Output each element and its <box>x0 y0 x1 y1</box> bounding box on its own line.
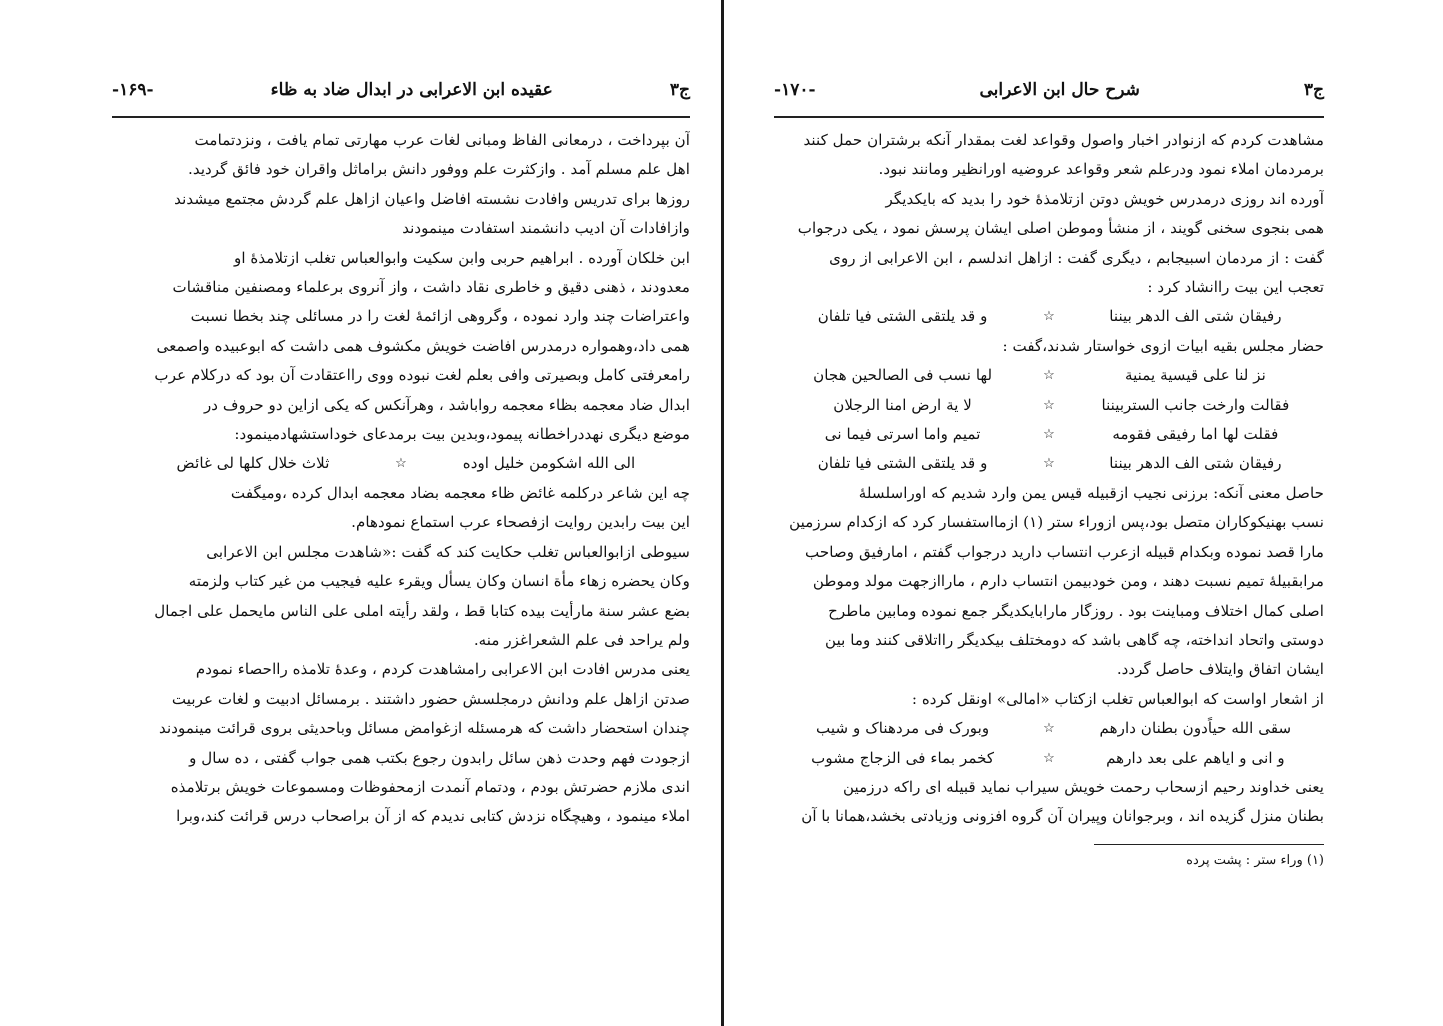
left-page-body <box>112 126 690 832</box>
text-line: موضع دیگری نهددراخطانه پیمود،وبدین بیت برمدعای خوداستشهادمینمود: <box>234 425 690 444</box>
text-line: ابدال ضاد معجمه بظاء معجمه رواباشد ، وهرآنکس که یکی ازاین دو حروف در <box>203 395 690 414</box>
text-line: اصلی کمال اختلاف ومباینت بود . روزگار مارابایکدیگر جمع نموده ومابین ماطرح <box>828 601 1324 620</box>
text-line: آن بپرداخت ، درمعانی الفاظ ومبانی لغات عرب مهارتی تمام یافت ، ونزدتمامت <box>194 131 690 149</box>
text-line: مارا قصد نموده وبکدام قبیله ازعرب انتساب دارید درجواب گفتم ، امارفیق وصاحب <box>804 542 1324 561</box>
text-line: رامعرفتی کامل وبصیرتی وافی بعلم لغت نبوده ووی رااعتقادت آن بود که درکلام عرب <box>154 366 690 385</box>
hemistich-second: تمیم واما اسرتی فیما نی <box>824 425 981 444</box>
hemistich-first: و انی و ایاهم علی بعد دارهم <box>1106 748 1285 767</box>
hemistich-first: نز لنا علی قیسیة یمنیة <box>1124 366 1266 385</box>
star-separator-icon: ☆ <box>1043 721 1055 737</box>
text-line: حاصل معنی آنکه: برزنی نجیب ازقبیله قیس یمن وارد شدیم که اوراسلسلهٔ <box>858 483 1324 502</box>
hemistich-second: لها نسب فی الصالحین هجان <box>813 366 993 385</box>
text-line: بضع عشر سنة مارأیت بیده کتابا قط ، ولقد رأیته املی علی الناس مایحمل علی اجمال <box>154 601 690 620</box>
text-line: واعتراضات چند وارد نموده ، وگروهی ازائمهٔ لغت را در مسائلی چند بخطا نسبت <box>190 307 690 326</box>
star-separator-icon: ☆ <box>1043 397 1055 413</box>
verse-line <box>774 449 1324 478</box>
hemistich-second: و قد یلتقی الشتی فیا تلفان <box>817 307 988 326</box>
hemistich-first: الی الله اشکومن خلیل اوده <box>462 454 636 473</box>
text-line: وکان یحضره زهاء مأة انسان وکان یسأل ویقرء علیه فیجیب من غیر کتاب ولزمته <box>188 572 690 591</box>
star-separator-icon: ☆ <box>1043 309 1055 325</box>
text-line: حضار مجلس بقیه ابیات ازوی خواستار شدند،گفت : <box>1002 336 1324 355</box>
text-line: یعنی خداوند رحیم ازسحاب رحمت خویش سیراب نماید قبیله ای راکه درزمین <box>842 777 1324 796</box>
text-line: اندی ملازم حضرتش بودم ، ودتمام آنمدت ازمحفوظات ومسموعات خویش برتلامذه <box>170 777 690 796</box>
text-line: نسب بهنیکوکاران متصل بود،پس ازوراء ستر (۱) ازمااستفسار کرد که ازکدام سرزمین <box>789 513 1324 532</box>
right-volume-label: ج۳ <box>1303 80 1324 100</box>
binding-gutter <box>721 0 724 1026</box>
verse-line <box>774 714 1324 743</box>
text-line: چندان استحضار داشت که هرمسئله ازغوامض مسائل وباحدیثی بروی قرائت مینمودند <box>159 719 690 738</box>
text-line: تعجب این بیت راانشاد کرد : <box>1147 278 1324 297</box>
text-line: همی بنجوی سخنی گویند ، از منشأ وموطن اصلی ایشان پرسش نمود ، یکی درجواب <box>797 219 1324 238</box>
left-header-rule <box>112 116 690 118</box>
verse-line <box>774 302 1324 331</box>
verse-line <box>112 449 690 478</box>
text-line: وازافادات آن ادیب دانشمند استفادت مینمودند <box>402 219 690 238</box>
hemistich-second: وبورک فی مردهناک و شیب <box>816 719 990 738</box>
verse-line <box>774 361 1324 390</box>
text-line: ابن خلکان آورده . ابراهیم حربی وابن سکیت وابوالعباس تغلب ازتلامذهٔ او <box>234 248 690 267</box>
hemistich-second: لا یة ارض امنا الرجلان <box>833 395 972 414</box>
text-line: ایشان اتفاق وایتلاف حاصل گردد. <box>1116 660 1324 679</box>
hemistich-first: رفیقان شتی الف الدهر بیننا <box>1109 454 1282 473</box>
text-line: روزها برای تدریس وافادت نشسته افاضل واعیان ازاهل علم گردش مجتمع میشدند <box>174 189 690 208</box>
hemistich-second: کخمر بماء فی الزجاج مشوب <box>811 748 995 767</box>
star-separator-icon: ☆ <box>1043 750 1055 766</box>
left-volume-label: ج۳ <box>669 80 690 100</box>
text-line: بطنان منزل گزیده اند ، وبرجوانان وپیران آن گروه افزونی وزیادتی بخشد،همانا با آن <box>801 807 1324 826</box>
text-line: چه این شاعر درکلمه غائض ظاء معجمه بضاد معجمه ابدال کرده ،ومیگفت <box>230 483 690 502</box>
text-line: سیوطی ازابوالعباس تغلب حکایت کند که گفت :«شاهدت مجلس ابن الاعرابی <box>206 542 690 561</box>
hemistich-second: و قد یلتقی الشتی فیا تلفان <box>817 454 988 473</box>
text-line: دوستی واتحاد انداخته، چه گاهی باشد که دومختلف بیکدیگر رااتلاقی کنند وما بین <box>825 630 1324 649</box>
verse-line <box>774 744 1324 773</box>
right-header-rule <box>774 116 1324 118</box>
star-separator-icon: ☆ <box>1043 456 1055 472</box>
right-page-body <box>774 126 1324 871</box>
text-line: آورده اند روزی درمدرس خویش دوتن ازتلامذهٔ خود را بدید که بایکدیگر <box>885 189 1324 208</box>
text-line: ولم یراحد فی علم الشعراغزر منه. <box>473 630 690 649</box>
text-line: گفت : از مردمان اسبیجابم ، دیگری گفت : ازاهل اندلسم ، ابن الاعرابی از روی <box>829 248 1324 267</box>
left-running-title: عقیده ابن الاعرابی در ابدال ضاد به ظاء <box>270 80 553 100</box>
text-line: برمردمان املاء نمود ودرعلم شعر وقواعد عروضیه اورانظیر ومانند نبود. <box>878 160 1324 179</box>
text-line: معدودند ، ذهنی دقیق و خاطری نقاد داشت ، واز آنروی برعلماء ومصنفین مناقشات <box>172 278 690 297</box>
footnote-rule <box>1094 844 1324 845</box>
hemistich-first: رفیقان شتی الف الدهر بیننا <box>1109 307 1282 326</box>
text-line: اهل علم مسلم آمد . وازکثرت علم ووفور دانش براماثل واقران خود فائق گردید. <box>188 160 690 179</box>
hemistich-first: فقلت لها اما رفیقی فقومه <box>1112 425 1279 444</box>
text-line: مشاهدت کردم که ازنوادر اخبار واصول وقواعد لغت بمقدار آنکه برشتران حمل کنند <box>803 131 1324 149</box>
left-page-header <box>112 80 690 112</box>
text-line: صدتن ازاهل علم ودانش درمجلسش حضور داشتند . برمسائل ادبیت و لغات عربیت <box>171 689 690 708</box>
hemistich-second: ثلاث خلال کلها لی غائض <box>176 454 330 473</box>
hemistich-first: فقالت وارخت جانب الستربیننا <box>1101 395 1290 414</box>
star-separator-icon: ☆ <box>1043 427 1055 443</box>
right-page-header <box>774 80 1324 112</box>
verse-line <box>774 391 1324 420</box>
right-running-title: شرح حال ابن الاعرابی <box>979 80 1140 100</box>
text-line: املاء مینمود ، وهیچگاه نزدش کتابی ندیدم که از آن براصحاب درس قرائت کند،وبرا <box>176 807 690 826</box>
text-line: مرابقبیلهٔ تمیم نسبت دهند ، ومن خودبیمن انتساب دارم ، ماراازجهت مولد وموطن <box>812 572 1324 591</box>
text-line: همی داد،وهمواره درمدرس افاضت خویش مکشوف همی داشت که ابوعبیده واصمعی <box>156 336 690 355</box>
right-page-number: -۱۷۰- <box>774 80 816 100</box>
footnote: (۱) وراء ستر : پشت پرده <box>1186 852 1324 868</box>
text-line: این بیت رابدین روایت ازفصحاء عرب استماع نمودهام. <box>351 513 690 532</box>
text-line: یعنی مدرس افادت ابن الاعرابی رامشاهدت کردم ، وعدهٔ تلامذه رااحصاء نمودم <box>195 660 690 679</box>
left-page <box>112 80 690 832</box>
text-line: از اشعار اواست که ابوالعباس تغلب ازکتاب «امالی» اونقل کرده : <box>911 689 1324 708</box>
star-separator-icon: ☆ <box>395 456 407 472</box>
star-separator-icon: ☆ <box>1043 368 1055 384</box>
verse-line <box>774 420 1324 449</box>
hemistich-first: سقی الله حیاًدون بطنان دارهم <box>1099 719 1292 738</box>
right-page <box>774 80 1324 871</box>
left-page-number: -۱۶۹- <box>112 80 154 100</box>
text-line: ازجودت فهم وحدت ذهن سائل رابدون رجوع بکتب همی جواب گفتی ، ده سال و <box>189 748 690 767</box>
